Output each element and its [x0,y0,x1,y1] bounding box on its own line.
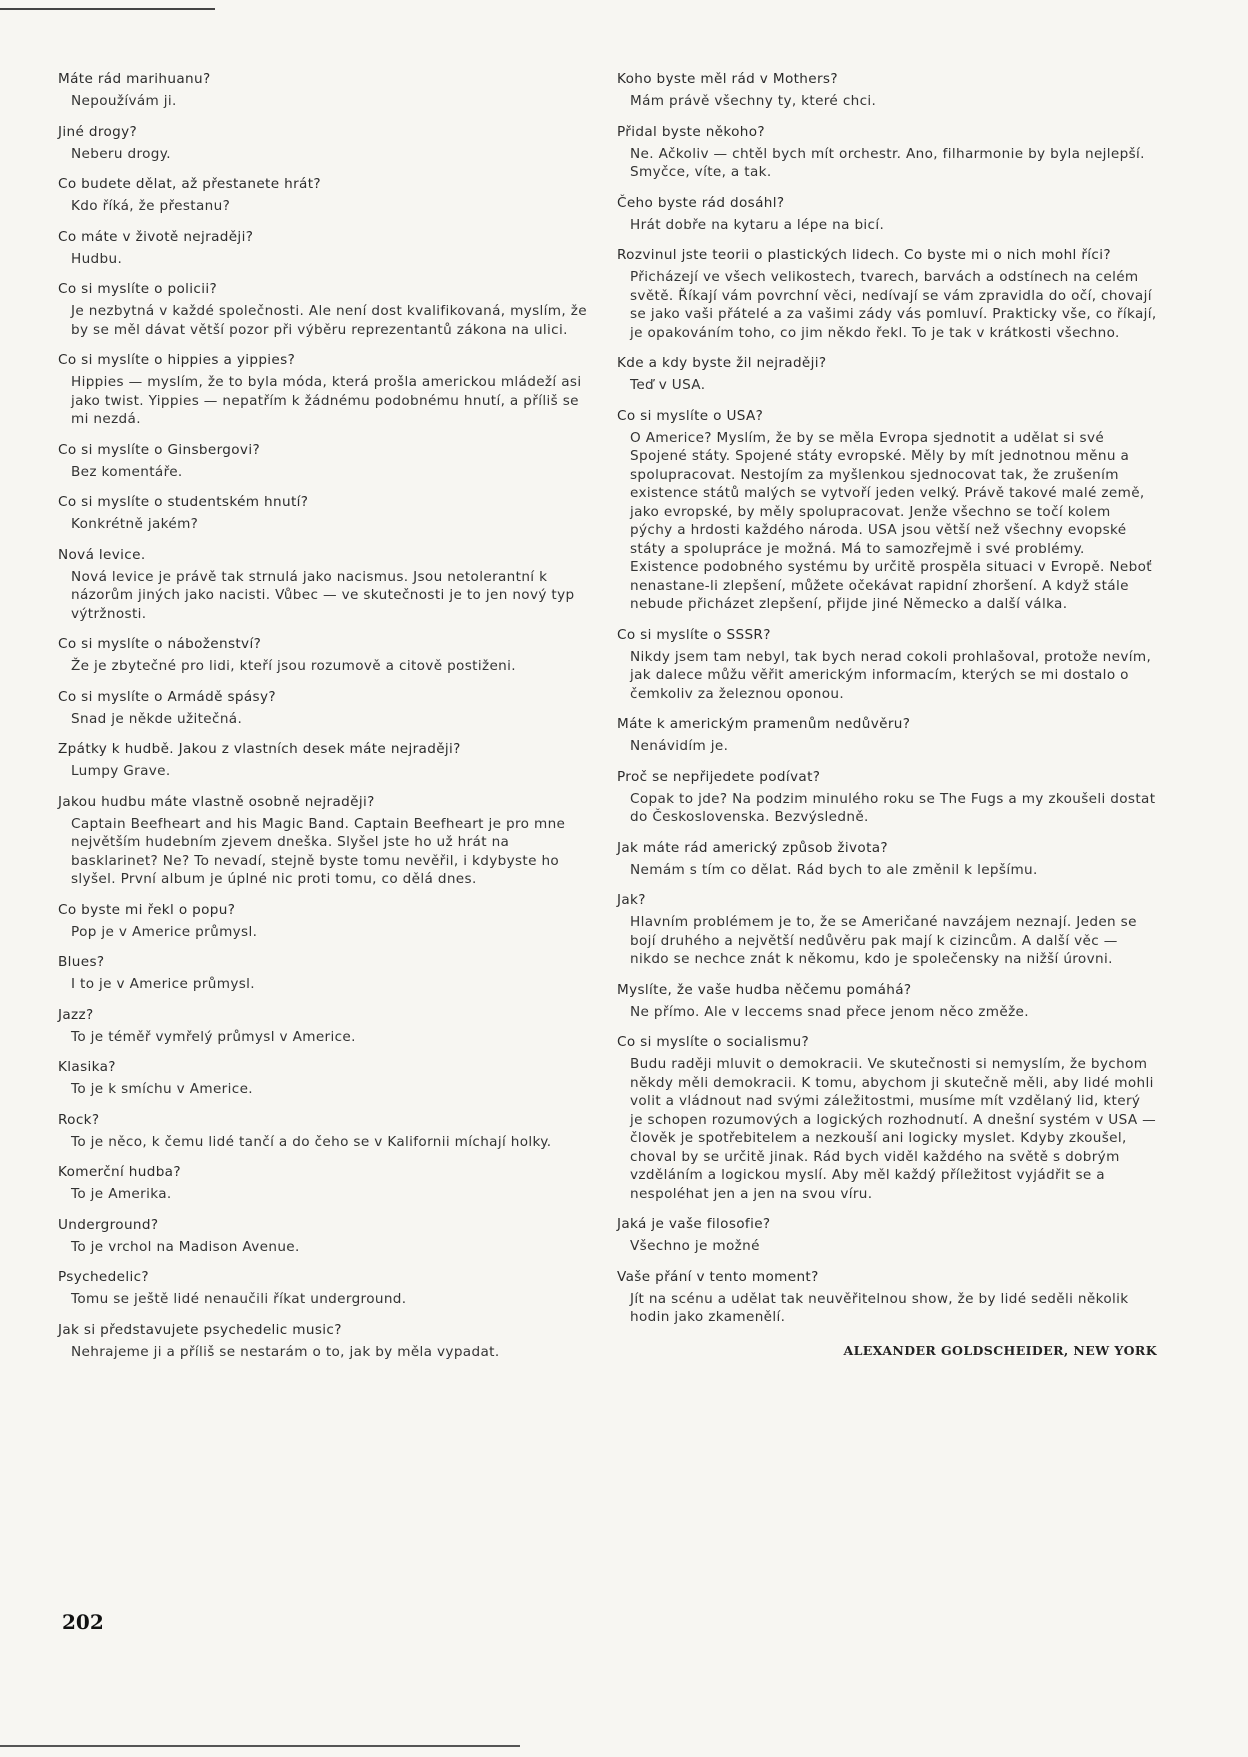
question: Co byste mi řekl o popu? [58,901,236,918]
right-column [617,70,1157,1358]
question: Jak si představujete psychedelic music? [58,1321,342,1338]
answer: To je téměř vymřelý průmysl v Americe. [71,1028,356,1045]
answer: Nepoužívám ji. [71,93,177,109]
qa-block [58,493,598,534]
question: Nová levice. [58,546,146,563]
answer: Hrát dobře na kytaru a lépe na bicí. [630,216,885,233]
qa-block [58,1058,598,1099]
answer: Ne. Ačkoliv — chtěl bych mít orchestr. Ano, filharmonie by byla nejlepší. Smyčce, víte, a tak. [630,145,1145,180]
question: Underground? [58,1216,159,1233]
qa-block [617,626,1157,704]
question: Co máte v životě nejraději? [58,228,254,245]
question: Klasika? [58,1059,116,1075]
question: Proč se nepřijedete podívat? [617,768,821,785]
question: Přidal byste někoho? [617,123,765,140]
qa-block [58,953,598,994]
answer: Neberu drogy. [71,145,171,162]
answer: O Americe? Myslím, že by se měla Evropa sjednotit a udělat si své Spojené státy. Spojené státy evropské. Měly by mít jednotnou měnu a spolupracovat. Nestojím za myšlenkou sjednocovat tak, že zrušením existence států malých se vytvoří jeden velký. Právě takové malé země, jako evropské, by měly spolupracovat. Jenže všechno se točí kolem pýchy a hrdosti každého národa. USA jsou větší než všechny evopské státy a spolupráce je možná. Má to samozřejmě i své problémy. Existence podobného systému by určitě prospěla situaci v Evropě. Neboť nenastane-li zlepšení, můžete očekávat rapidní zhoršení. A když stále nebude přicházet zlepšení, přijde jiné Německo a další válka. [630,429,1152,612]
top-rule [0,8,215,10]
answer: To je k smíchu v Americe. [71,1081,253,1097]
answer: Nikdy jsem tam nebyl, tak bych nerad cokoli prohlašoval, protože nevím, jak dalece můžu věřit americkým informacím, kterých se mi dostalo o čemkoliv za železnou oponou. [630,648,1152,702]
answer: Kdo říká, že přestanu? [71,198,231,214]
qa-block [58,740,598,781]
question: Rozvinul jste teorii o plastických lidech. Co byste mi o nich mohl říci? [617,247,1111,263]
question: Blues? [58,954,105,970]
author-signature: ALEXANDER GOLDSCHEIDER, NEW YORK [843,1342,1157,1358]
answer: Budu raději mluvit o demokracii. Ve skutečnosti si nemyslím, že bychom někdy měli demokracii. K tomu, abychom ji skutečně měli, aby lidé mohli volit a vládnout nad svými záležitostmi, musíme mít vzdělaný lid, který je schopen rozumových a logických rozhodnutí. A dnešní systém v USA — člověk je spotřebitelem a nezkouší ani logicky myslet. Kdyby zkoušel, choval by se určitě jinak. Rád bych viděl každého na světě s dobrým vzděláním a logickou myslí. Aby měl každý příležitost vyjádřit se a nespoléhat jen a jen na svou víru. [630,1056,1157,1202]
qa-block [58,441,598,482]
question: Myslíte, že vaše hudba něčemu pomáhá? [617,981,912,998]
answer: Teď v USA. [630,377,706,393]
qa-block [58,793,598,889]
qa-block [58,1216,598,1257]
question: Co budete dělat, až přestanete hrát? [58,176,321,192]
question: Co si myslíte o Armádě spásy? [58,688,276,705]
qa-block [58,70,598,111]
answer: Nehrajeme ji a příliš se nestarám o to, jak by měla vypadat. [71,1343,500,1360]
qa-block [58,123,598,164]
qa-block [617,1268,1157,1327]
question: Co si myslíte o SSSR? [617,626,771,643]
qa-block [617,123,1157,182]
qa-block [617,981,1157,1022]
question: Co si myslíte o studentském hnutí? [58,494,309,510]
question: Jiné drogy? [58,123,138,140]
answer: I to je v Americe průmysl. [71,976,255,992]
question: Jaká je vaše filosofie? [617,1216,771,1232]
question: Jak? [617,892,646,908]
question: Co si myslíte o náboženství? [58,636,262,652]
answer: Hudbu. [71,250,123,267]
question: Co si myslíte o socialismu? [617,1034,810,1050]
answer: Copak to jde? Na podzim minulého roku se The Fugs a my zkoušeli dostat do Československa. Bezvýsledně. [630,790,1156,825]
qa-block [617,891,1157,969]
question: Zpátky k hudbě. Jakou z vlastních desek máte nejraději? [58,741,461,757]
question: Co si myslíte o hippies a yippies? [58,352,296,368]
answer: Je nezbytná v každé společnosti. Ale není dost kvalifikovaná, myslím, že by se měl dávat větší pozor při výběru reprezentantů zákona na ulici. [71,303,587,338]
answer: Captain Beefheart and his Magic Band. Captain Beefheart je pro mne největším hudebním zjevem dneška. Slyšel jste ho už hrát na basklarinet? Ne? To nevadí, stejně byste tomu nevěřil, i kdybyste ho slyšel. První album je úplné nic proti tomu, co dělá dnes. [71,815,566,887]
question: Koho byste měl rád v Mothers? [617,71,838,87]
answer: Všechno je možné [630,1238,760,1254]
question: Máte rád marihuanu? [58,71,211,87]
question: Komerční hudba? [58,1164,181,1180]
answer: Nová levice je právě tak strnulá jako nacismus. Jsou netolerantní k názorům jiných jako nacisti. Vůbec — ve skutečnosti je to jen nový typ výtržnosti. [71,568,575,622]
left-column [58,70,598,1373]
qa-block [617,407,1157,614]
answer: Mám právě všechny ty, které chci. [630,93,877,109]
bottom-rule [0,1745,520,1747]
question: Psychedelic? [58,1269,149,1285]
question: Co si myslíte o Ginsbergovi? [58,441,261,458]
question: Čeho byste rád dosáhl? [617,194,785,211]
question: Vaše přání v tento moment? [617,1268,819,1285]
question: Co si myslíte o USA? [617,407,764,424]
answer: Tomu se ještě lidé nenaučili říkat underground. [71,1291,407,1307]
answer: To je něco, k čemu lidé tančí a do čeho se v Kalifornii míchají holky. [71,1133,552,1150]
answer: Ne přímo. Ale v leccems snad přece jenom něco změže. [630,1003,1029,1020]
qa-block [617,354,1157,395]
qa-block [617,70,1157,111]
page-number: 202 [62,1610,104,1634]
question: Kde a kdy byste žil nejraději? [617,355,827,371]
answer: Hlavním problémem je to, že se Američané navzájem neznají. Jeden se bojí druhého a největší nedůvěru pak mají k cizincům. A další věc — nikdo se nechce znát k někomu, kdo je společensky na nižší úrovni. [630,914,1137,967]
qa-block [58,1268,598,1309]
qa-block [58,688,598,729]
answer: To je vrchol na Madison Avenue. [71,1238,300,1255]
qa-block [617,839,1157,880]
qa-block [58,635,598,676]
qa-block [58,546,598,624]
qa-block [58,351,598,429]
answer: Přicházejí ve všech velikostech, tvarech, barvách a odstínech na celém světě. Říkají vám povrchní věci, nedívají se vám zpravidla do očí, chovají se jako vaši přátelé a za vašimi zády vás pomluví. Prakticky vše, co říkají, je opakováním toho, co jim někdo řekl. To je tak v krátkosti všechno. [630,269,1157,341]
answer: Že je zbytečné pro lidi, kteří jsou rozumově a citově postiženi. [71,658,516,674]
answer: Hippies — myslím, že to byla móda, která prošla americkou mládeží asi jako twist. Yippies — nepatřím k žádnému podobnému hnutí, a příliš se mi nezdá. [71,374,582,427]
answer: Bez komentáře. [71,463,183,480]
qa-block [58,1006,598,1047]
qa-block [58,280,598,339]
answer: Nenávidím je. [630,738,729,754]
question: Co si myslíte o policii? [58,281,218,297]
answer: Nemám s tím co dělat. Rád bych to ale změnil k lepšímu. [630,861,1038,878]
answer: Pop je v Americe průmysl. [71,923,258,940]
answer: Jít na scénu a udělat tak neuvěřitelnou show, že by lidé seděli několik hodin jako zkamenělí. [630,1290,1129,1325]
qa-block [58,1163,598,1204]
qa-block [58,228,598,269]
question: Jak máte rád americký způsob života? [617,839,888,856]
qa-block [617,768,1157,827]
question: Jazz? [58,1006,94,1023]
question: Jakou hudbu máte vlastně osobně nejraději? [58,793,375,810]
question: Máte k americkým pramenům nedůvěru? [617,716,911,732]
answer: Lumpy Grave. [71,763,171,779]
qa-block [617,1033,1157,1203]
qa-block [617,194,1157,235]
qa-block [58,1321,598,1362]
qa-block [58,1111,598,1152]
answer: Konkrétně jakém? [71,516,199,532]
qa-block [617,715,1157,756]
qa-block [617,246,1157,342]
qa-block [58,901,598,942]
answer: Snad je někde užitečná. [71,710,243,727]
question: Rock? [58,1111,100,1128]
qa-block [58,175,598,216]
answer: To je Amerika. [71,1186,172,1202]
qa-block [617,1215,1157,1256]
